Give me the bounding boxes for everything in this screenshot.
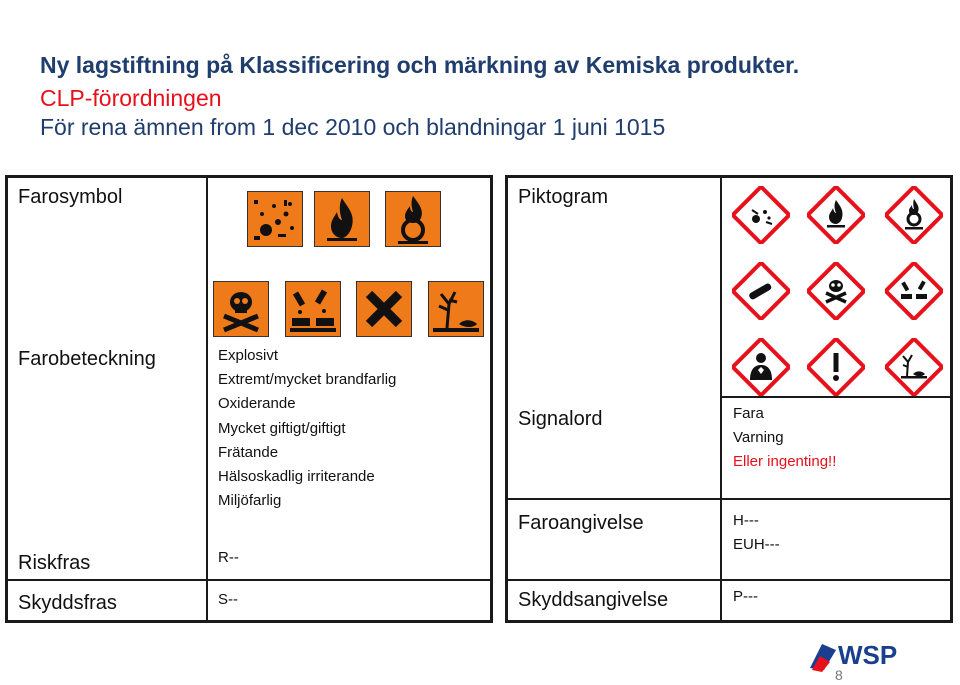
skyddsfras-value: S-- [218,591,238,608]
piktogram-label: Piktogram [518,186,609,208]
toxic-symbol-icon [213,281,269,337]
left-table [5,175,493,623]
hazard-item: Frätande [218,443,279,461]
environment-pictogram-icon [885,338,943,396]
wsp-logo-text: WSP [838,640,898,670]
page-dates: För rena ämnen from 1 dec 2010 och blandningar 1 juni 1015 [40,114,666,140]
corrosion-pictogram-icon [885,262,943,320]
page-subtitle: CLP-förordningen [40,85,222,111]
signal-word-fara: Fara [733,405,764,422]
health-hazard-pictogram-icon [732,338,790,396]
farosymbol-label: Farosymbol [18,186,123,208]
signalord-label: Signalord [518,408,603,430]
hazard-item: Extremt/mycket brandfarlig [218,371,397,389]
signal-word-none: Eller ingenting!! [733,453,837,471]
farobeteckning-label: Farobeteckning [18,348,156,370]
flame-over-circle-pictogram-icon [885,186,943,244]
hazard-item: Hälsoskadlig irriterande [218,468,375,486]
gas-cylinder-pictogram-icon [732,262,790,320]
environment-symbol-icon [428,281,484,337]
hazard-item: Oxiderande [218,395,296,413]
flame-symbol-icon [314,191,370,247]
page-number: 8 [835,667,843,683]
hazard-item: Explosivt [218,347,279,364]
wsp-logo-mark-icon [808,640,838,672]
skull-crossbones-pictogram-icon [807,262,865,320]
skyddsangivelse-label: Skyddsangivelse [518,589,669,611]
explosive-symbol-icon [247,191,303,247]
right-table [505,175,953,623]
exclamation-mark-pictogram-icon [807,338,865,396]
faroangivelse-values [733,509,780,557]
h-statement: H--- [733,512,759,529]
hazard-item: Mycket giftigt/giftigt [218,419,346,437]
faroangivelse-label: Faroangivelse [518,512,644,534]
euh-statement: EUH--- [733,536,780,554]
hazard-list [218,344,396,513]
oxidizing-symbol-icon [385,191,441,247]
signal-word-varning: Varning [733,429,784,447]
skyddsfras-label: Skyddsfras [18,592,117,614]
riskfras-value: R-- [218,549,239,566]
flame-pictogram-icon [807,186,865,244]
signal-words-list [733,402,836,475]
hazard-item: Miljöfarlig [218,492,282,510]
harmful-symbol-icon [356,281,412,337]
wsp-logo [808,640,908,676]
riskfras-label: Riskfras [18,552,91,574]
exploding-bomb-pictogram-icon [732,186,790,244]
corrosive-symbol-icon [285,281,341,337]
page-title: Ny lagstiftning på Klassificering och märkning av Kemiska produkter. [40,52,800,78]
skyddsangivelse-value: P--- [733,588,758,605]
